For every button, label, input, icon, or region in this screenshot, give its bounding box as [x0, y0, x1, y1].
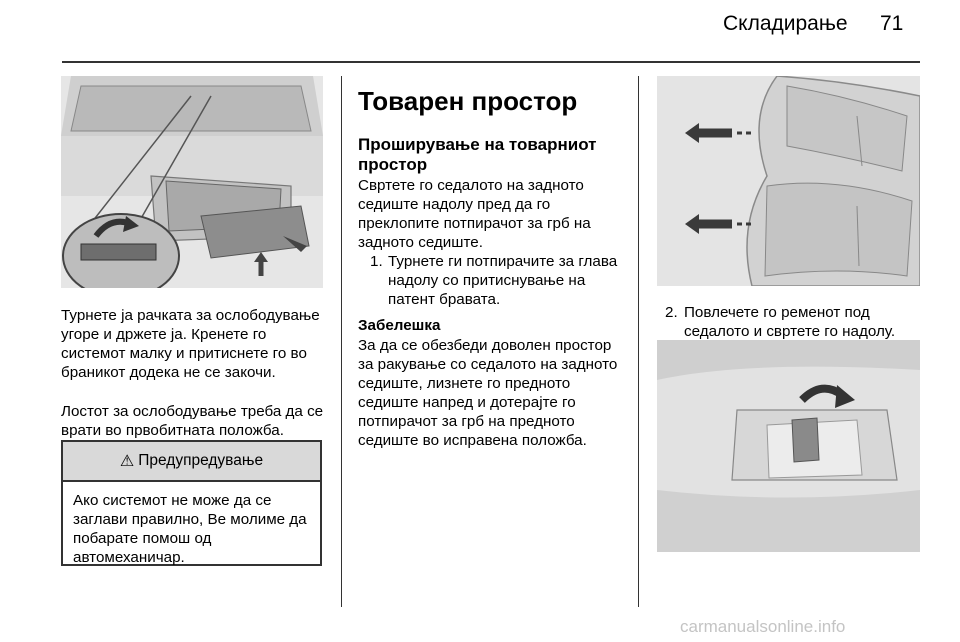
warning-text: Ако системот не може да се заглави правилно, Ве молиме да побарате помош од автомеханичар.	[73, 492, 307, 566]
figure-seat-strap	[657, 340, 920, 552]
figure-bumper-storage	[61, 76, 323, 288]
instruction-paragraph: Турнете ја рачката за ослободување угоре и држете ја. Кренете го системот малку и притиснете го во браникот додека не се закочи.	[61, 307, 320, 381]
warning-header	[63, 442, 320, 482]
step-text: Повлечете го ременот под седалото и свртете го надолу.	[684, 304, 896, 340]
section-heading: Товарен простор	[358, 86, 578, 116]
page-header-title: Складирање	[723, 12, 848, 35]
step-text: Турнете ги потпирачите за глава надолу со притиснување на патент бравата.	[388, 253, 618, 308]
seat-strap-illustration	[657, 340, 920, 552]
column-separator	[638, 76, 639, 607]
column-separator	[341, 76, 342, 607]
warning-title: Предупредување	[138, 452, 264, 469]
warning-triangle-icon: ⚠	[119, 453, 135, 470]
page-number: 71	[880, 12, 904, 35]
note-text: За да се обезбеди доволен простор за ракување со седалото на задното седиште, лизнете го предното седиште напред и дотерајте го потпирачот за грб на предното седиште во исправена положба.	[358, 337, 618, 449]
step-number: 1.	[370, 253, 383, 270]
header-rule	[62, 61, 920, 63]
figure-rear-seats	[657, 76, 920, 286]
note-title: Забелешка	[358, 317, 441, 334]
instruction-paragraph: Лостот за ослободување треба да се врати во првобитната положба.	[61, 403, 324, 439]
step-number: 2.	[665, 304, 678, 321]
warning-box	[61, 440, 322, 566]
footer-watermark: carmanualsonline.info	[680, 617, 846, 636]
bumper-storage-illustration	[61, 76, 323, 288]
intro-paragraph: Свртете го седалото на задното седиште надолу пред да го преклопите потпирачот за грб на задното седиште.	[358, 177, 591, 251]
rear-seats-illustration	[657, 76, 920, 286]
subsection-heading: Проширување на товарниот простор	[358, 135, 597, 174]
